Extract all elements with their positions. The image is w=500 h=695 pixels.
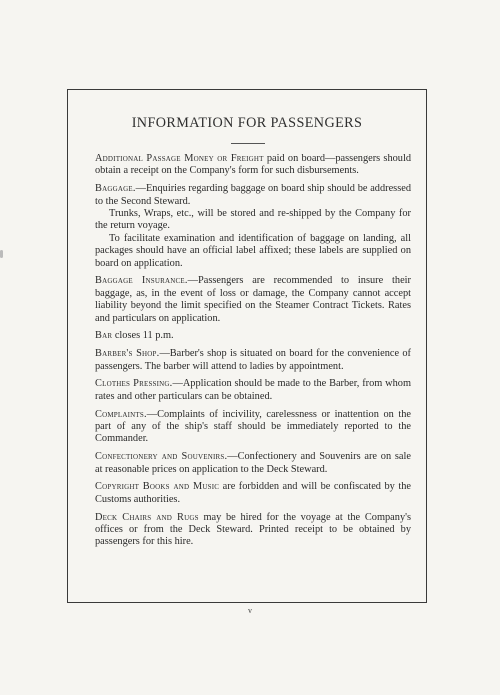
entry-copyright (95, 481, 411, 506)
entry-text: —Enquiries regarding baggage on board ship should be addressed to the Second Steward. (95, 183, 411, 207)
entry-text: paid on board—passengers should obtain a receipt on the Company's form for such disbursements. (95, 153, 412, 177)
entry-heading: Clothes Pressing. (95, 378, 173, 390)
entry-heading: Copyright Books and Music (95, 481, 220, 493)
entry-bar (95, 330, 411, 342)
entry-heading: Confectionery and Souvenirs. (95, 451, 228, 463)
entry-baggage-insurance (95, 275, 411, 325)
entry-heading: Deck Chairs and Rugs (95, 511, 199, 523)
entry-barbers-shop (95, 348, 411, 373)
entry-text: —Barber's shop is situated on board for the convenience of passengers. The barber will attend to ladies by appointment. (95, 348, 411, 372)
entry-text: —Confectionery and Souvenirs are on sale at reasonable prices on application to the Deck Steward. (95, 451, 411, 475)
entry-heading: Baggage Insurance. (95, 275, 188, 287)
page-title: INFORMATION FOR PASSENGERS (131, 115, 363, 131)
entry-deck-chairs (95, 512, 411, 549)
entry-baggage (95, 183, 411, 270)
page-number: v (248, 606, 252, 615)
entry-text: —Application should be made to the Barber, from whom rates and other particulars can be obtained. (95, 378, 412, 402)
entry-heading: Bar (95, 330, 113, 342)
entry-text: —Passengers are recommended to insure their baggage, as, in the event of loss or damage, the Company cannot accept liability beyond the limit specified on the Steamer Contract Tickets. Rates and particulars on application. (95, 275, 411, 324)
entry-confectionery (95, 451, 411, 476)
passenger-info-list (95, 153, 411, 554)
entry-text: may be hired for the voyage at the Company's offices or from the Deck Steward. Printed receipt to be obtained by passengers for this hire. (95, 511, 412, 548)
entry-text: Trunks, Wraps, etc., will be stored and re-shipped by the Company for the return voyage. (95, 208, 411, 232)
entry-text: To facilitate examination and identification of baggage on landing, all packages should have an official label affixed; these labels are supplied on board on application. (95, 232, 411, 269)
entry-clothes-pressing (95, 378, 411, 403)
entry-additional-passage (95, 153, 411, 178)
entry-heading: Complaints. (95, 408, 147, 420)
entry-heading: Additional Passage Money or Freight (95, 153, 264, 164)
entry-heading: Barber's Shop. (95, 348, 160, 360)
binding-mark (0, 250, 3, 258)
entry-text: —Complaints of incivility, carelessness or inattention on the part of any of the ship's staff should be immediately reported to the Commander. (95, 408, 411, 445)
title-rule (231, 143, 265, 144)
entry-complaints (95, 409, 411, 446)
entry-text: are forbidden and will be confiscated by the Customs authorities. (95, 481, 411, 505)
entry-heading: Baggage. (95, 183, 136, 195)
entry-text: closes 11 p.m. (114, 330, 174, 342)
